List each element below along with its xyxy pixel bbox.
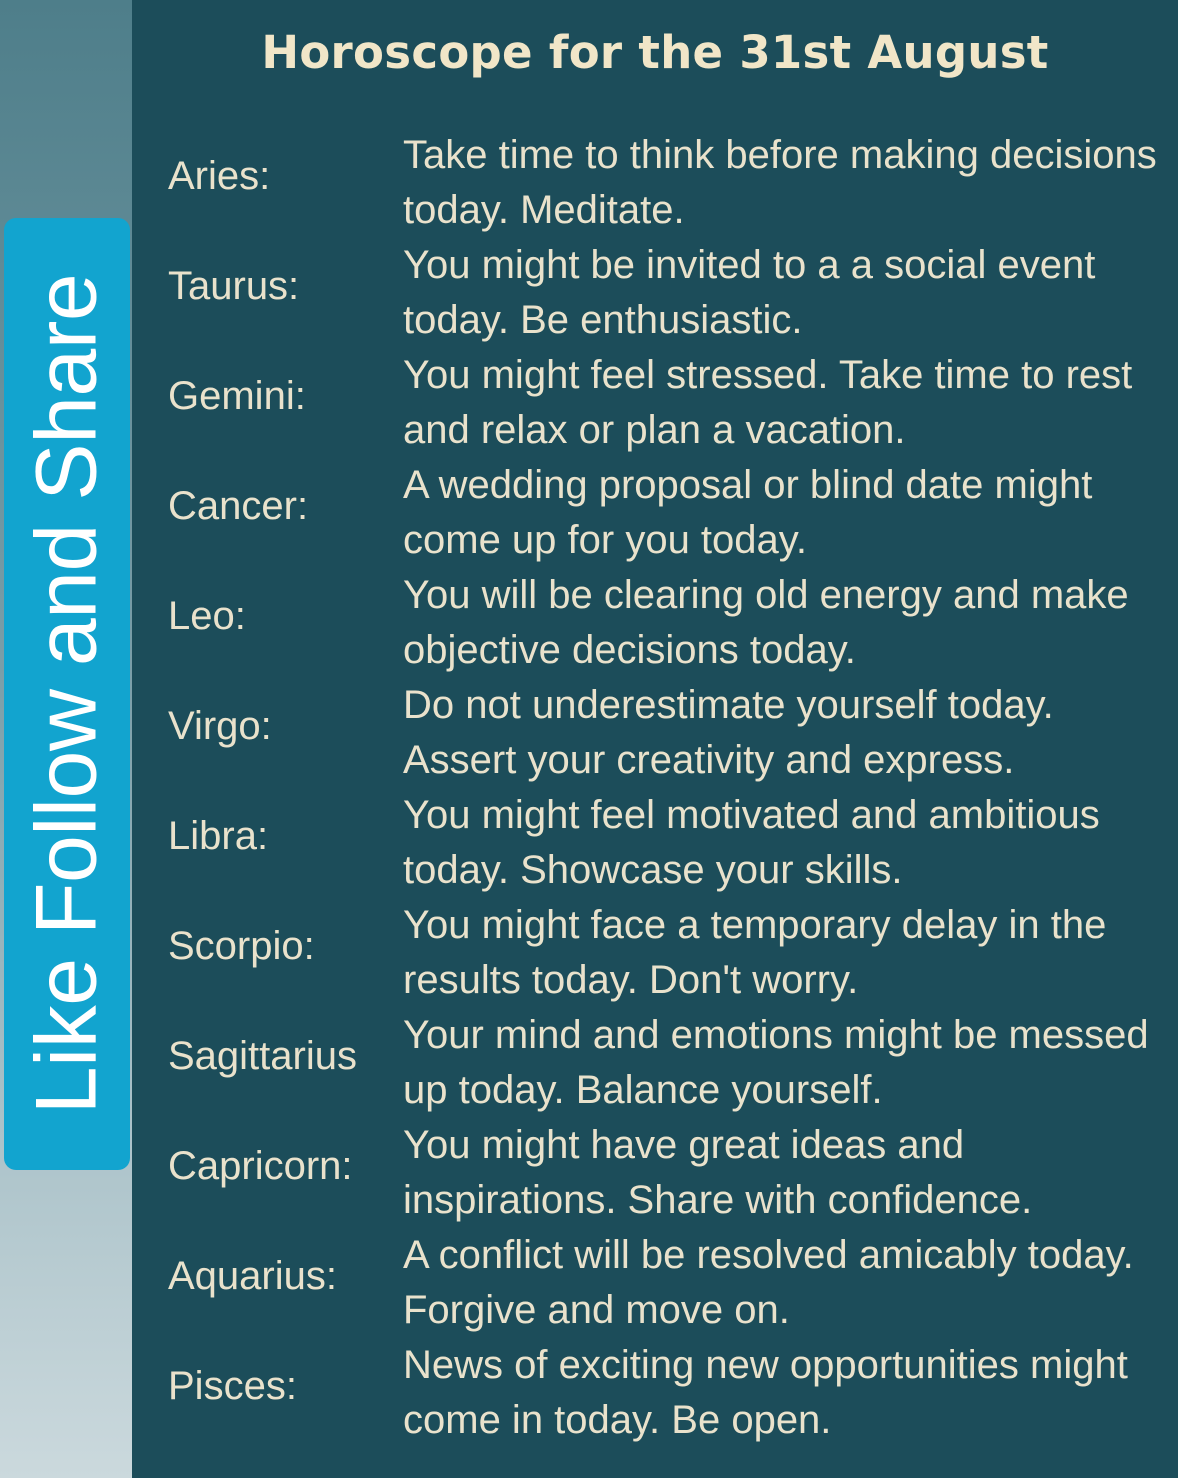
sign-description: A conflict will be resolved amicably today. Forgive and move on. — [403, 1233, 1134, 1332]
horoscope-row-cancer — [0, 463, 1178, 576]
sign-label: Leo: — [168, 594, 246, 638]
sign-description: You might be invited to a a social event today. Be enthusiastic. — [403, 243, 1096, 342]
horoscope-row-pisces — [0, 1343, 1178, 1456]
sign-label: Virgo: — [168, 704, 272, 748]
horoscope-row-leo — [0, 573, 1178, 686]
horoscope-row-capricorn — [0, 1123, 1178, 1236]
horoscope-row-libra — [0, 793, 1178, 906]
sign-description: You might face a temporary delay in the results today. Don't worry. — [403, 903, 1107, 1002]
horoscope-row-gemini — [0, 353, 1178, 466]
sign-description: You might feel stressed. Take time to rest and relax or plan a vacation. — [403, 353, 1133, 452]
horoscope-row-sagittarius — [0, 1013, 1178, 1126]
sign-label: Capricorn: — [168, 1144, 353, 1188]
horoscope-row-scorpio — [0, 903, 1178, 1016]
sign-description: Take time to think before making decisions today. Meditate. — [403, 133, 1157, 232]
sign-label: Aquarius: — [168, 1254, 337, 1298]
horoscope-row-virgo — [0, 683, 1178, 796]
horoscope-row-aquarius — [0, 1233, 1178, 1346]
sign-label: Aries: — [168, 154, 271, 198]
sign-description: You might have great ideas and inspirations. Share with confidence. — [403, 1123, 1033, 1222]
sign-description: You might feel motivated and ambitious today. Showcase your skills. — [403, 793, 1100, 892]
sign-label: Taurus: — [168, 264, 300, 308]
page-title: Horoscope for the 31st August — [261, 26, 1049, 79]
sign-description: Do not underestimate yourself today. Assert your creativity and express. — [403, 683, 1054, 782]
sign-label: Gemini: — [168, 374, 306, 418]
sign-description: News of exciting new opportunities might come in today. Be open. — [403, 1343, 1128, 1442]
like-follow-share-text: Like Follow and Share — [18, 273, 115, 1115]
sign-label: Sagittarius — [168, 1034, 357, 1078]
sign-label: Cancer: — [168, 484, 309, 528]
sign-description: Your mind and emotions might be messed up today. Balance yourself. — [403, 1013, 1149, 1112]
horoscope-row-taurus — [0, 243, 1178, 356]
sign-label: Libra: — [168, 814, 269, 858]
horoscope-row-aries — [0, 133, 1178, 246]
sign-label: Scorpio: — [168, 924, 315, 968]
sign-description: A wedding proposal or blind date might come up for you today. — [403, 463, 1093, 562]
sign-description: You will be clearing old energy and make objective decisions today. — [403, 573, 1129, 672]
sign-label: Pisces: — [168, 1364, 297, 1408]
